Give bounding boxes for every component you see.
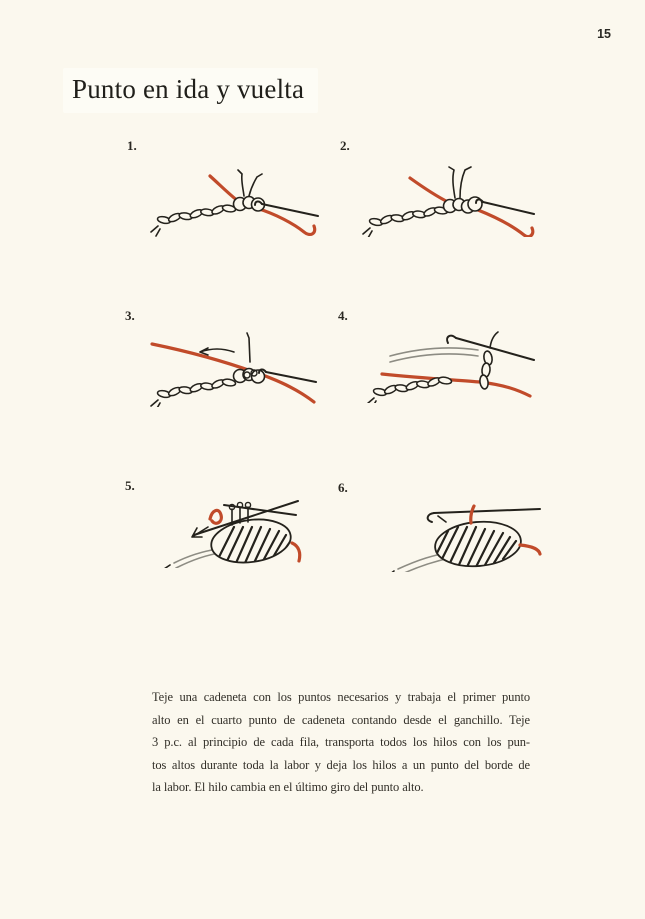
step-3-number: 3. [125,308,135,323]
instruction-line: Teje una cadeneta con los puntos necesarios y trabaja el primer punto [152,690,530,704]
instruction-line: alto en el cuarto punto de cadeneta contando desde el ganchillo. Teje [152,712,530,727]
step-5-illustration [146,483,321,568]
step-2-number: 2. [340,138,350,153]
instructions-paragraph [152,686,530,799]
chain-stitches [151,202,237,236]
stitch-mass [208,515,293,568]
tall-stitch-post [479,332,498,389]
chain-stitches [151,376,237,407]
instruction-line: la labor. El hilo cambia en el último giro del punto alto. [152,780,424,794]
crochet-hook [255,201,318,216]
step-4-number: 4. [338,308,348,323]
step-3-illustration [146,322,321,407]
instruction-line: 3 p.c. al principio de cada fila, transporta todos los hilos con los pun- [152,735,530,749]
step-1-number: 1. [127,138,137,153]
chain-tail [161,549,220,568]
step-4-illustration [360,318,535,403]
crochet-hook [428,509,540,522]
step-6-illustration [368,487,543,572]
step-6-number: 6. [338,480,348,495]
stitch-cluster [444,167,483,213]
instruction-line: tos altos durante toda la labor y deja los hilos a un punto del borde de [152,757,530,772]
stitch-mass [433,518,523,569]
previous-row-yarn [390,348,478,362]
chain-stitches [363,204,449,237]
page-title: Punto en ida y vuelta [63,68,318,113]
chain-stitches [367,374,453,403]
step-1-illustration [148,152,323,237]
stitch-cluster [234,170,265,211]
step-5-number: 5. [125,478,135,493]
page-number: 15 [597,27,611,41]
step-2-illustration [362,152,537,237]
